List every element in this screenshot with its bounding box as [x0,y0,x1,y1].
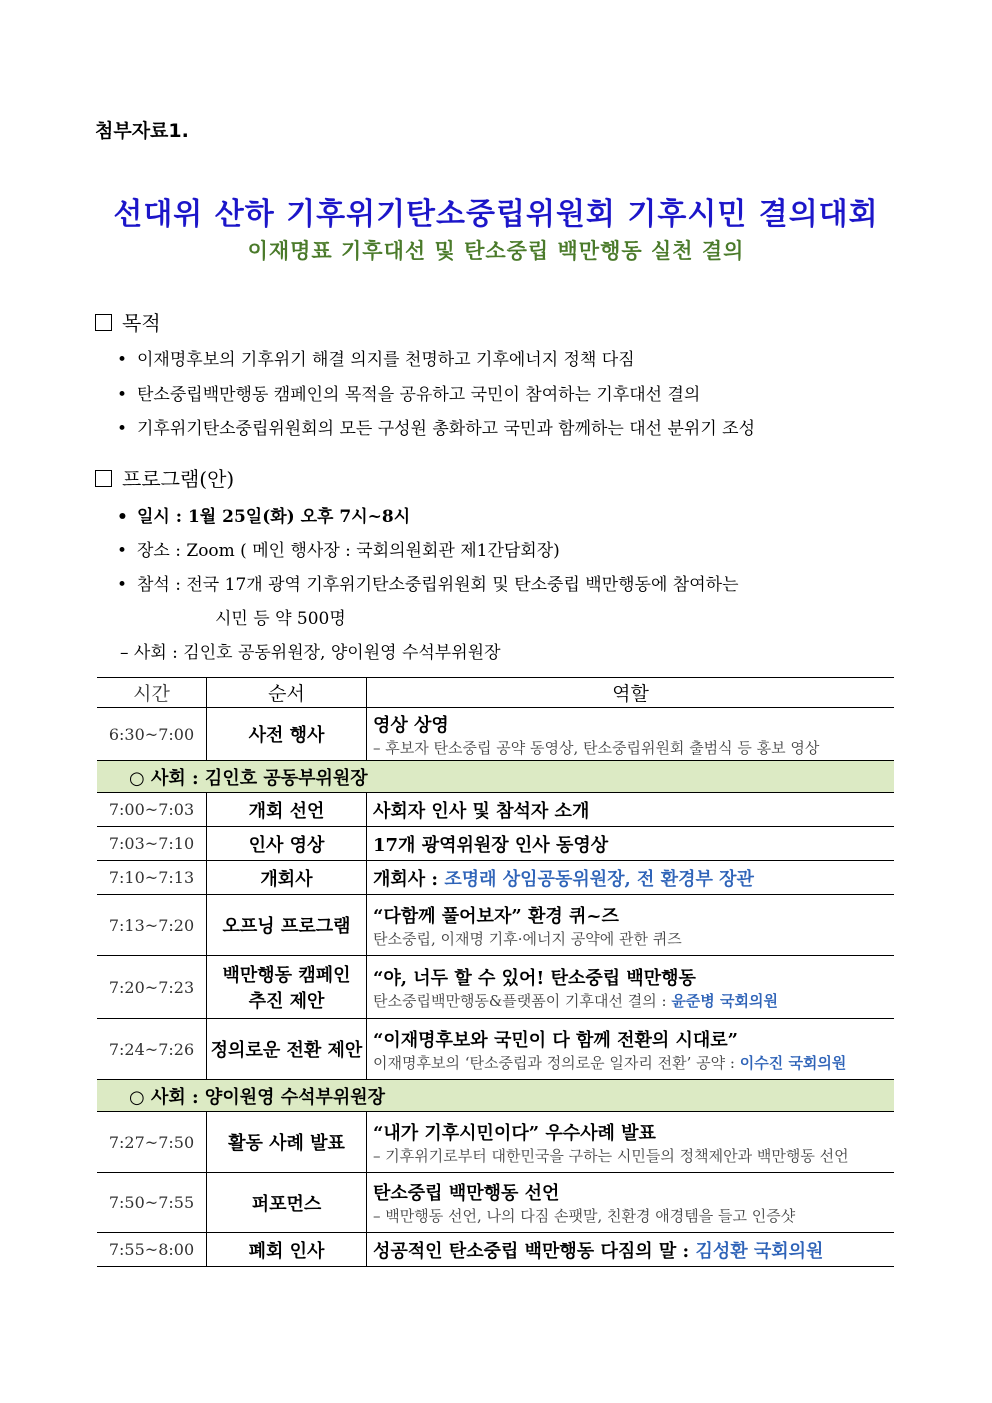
time-cell: 7:55~8:00 [97,1233,207,1267]
time-cell: 7:20~7:23 [97,956,207,1019]
role-cell [367,1112,895,1173]
person-name: 윤준병 국회의원 [671,991,778,1010]
document-subtitle: 이재명표 기후대선 및 탄소중립 백만행동 실천 결의 [247,239,745,263]
header-time: 시간 [97,678,207,708]
order-cell: 퍼포먼스 [207,1173,367,1233]
role-cell [367,861,895,895]
order-cell: 오프닝 프로그램 [207,895,367,956]
role-sub [373,990,894,1011]
bullet-icon: • [117,385,128,405]
time-cell: 6:30~7:00 [97,708,207,761]
program-date [117,502,410,527]
checkbox-icon [95,470,112,487]
role-main: 성공적인 탄소중립 백만행동 다짐의 말 : [373,1240,696,1262]
order-line: 백만행동 캠페인 [222,965,351,986]
role-main: “다함께 풀어보자” 환경 퀴~즈 [373,905,619,927]
bullet-icon: • [117,419,128,439]
bullet-icon: • [117,350,128,370]
role-cell [367,1019,895,1080]
role-sub-text: 탄소중립백만행동&플랫폼이 기후대선 결의 : [373,991,672,1010]
table-row [97,827,894,861]
role-sub: – 백만행동 선언, 나의 다짐 손팻말, 친환경 애경템을 들고 인증샷 [373,1207,796,1225]
time-cell: 7:50~7:55 [97,1173,207,1233]
order-cell: 정의로운 전환 제안 [207,1019,367,1080]
role-cell [367,1173,895,1233]
table-row [97,895,894,956]
document-title: 선대위 산하 기후위기탄소중립위원회 기후시민 결의대회 [113,197,879,232]
table-row [97,1233,894,1267]
table-row [97,793,894,827]
program-heading-label: 프로그램(안) [122,467,235,491]
table-row [97,861,894,895]
role-main: 17개 광역위원장 인사 동영상 [367,827,895,861]
table-row [97,1112,894,1173]
header-order: 순서 [207,678,367,708]
role-sub: – 후보자 탄소중립 공약 동영상, 탄소중립위원회 출범식 등 홍보 영상 [373,738,820,757]
time-cell: 7:03~7:10 [97,827,207,861]
role-sub: – 기후위기로부터 대한민국을 구하는 시민들의 정책제안과 백만행동 선언 [373,1146,849,1165]
table-header-row [97,678,894,708]
host-row [97,1080,894,1112]
time-cell: 7:00~7:03 [97,793,207,827]
table-row [97,708,894,761]
time-cell: 7:13~7:20 [97,895,207,956]
purpose-heading-label: 목적 [122,311,161,335]
time-cell: 7:27~7:50 [97,1112,207,1173]
host-label: ○ 사회 : 김인호 공동부위원장 [97,761,894,793]
person-name: 이수진 국회의원 [739,1053,847,1072]
role-sub-text: 이재명후보의 ‘탄소중립과 정의로운 일자리 전환’ 공약 : [373,1053,740,1072]
order-cell: 사전 행사 [207,708,367,761]
order-cell: 개회사 [207,861,367,895]
host-row [97,761,894,793]
role-main: “내가 기후시민이다” 우수사례 발표 [373,1122,656,1144]
program-attendees-continued: 시민 등 약 500명 [215,609,346,629]
role-cell [367,708,895,761]
role-main: 영상 상영 [373,714,449,736]
bullet-icon: • [117,541,128,561]
role-main: 사회자 인사 및 참석자 소개 [367,793,895,827]
purpose-item-text: 기후위기탄소중립위원회의 모든 구성원 총화하고 국민과 함께하는 대선 분위기 조성 [137,419,755,439]
person-name: 조명래 상임공동위원장, 전 환경부 장관 [444,868,754,890]
program-attendees-text: 참석 : 전국 17개 광역 기후위기탄소중립위원회 및 탄소중립 백만행동에 참여하는 [137,575,739,595]
role-cell [367,956,895,1019]
order-cell: 활동 사례 발표 [207,1112,367,1173]
role-main: 개회사 : [373,868,445,890]
table-row [97,1019,894,1080]
purpose-item-text: 이재명후보의 기후위기 해결 의지를 천명하고 기후에너지 정책 다짐 [137,350,635,370]
person-name: 김성환 국회의원 [695,1240,824,1262]
program-host: – 사회 : 김인호 공동위원장, 양이원영 수석부위원장 [120,643,501,663]
order-cell: 폐회 인사 [207,1233,367,1267]
attachment-label: 첨부자료1. [95,120,189,142]
purpose-item [117,414,755,439]
order-cell [207,956,367,1019]
role-cell [367,1233,895,1267]
bullet-icon: • [117,575,128,595]
header-role: 역할 [367,678,895,708]
role-main: “이재명후보와 국민이 다 함께 전환의 시대로” [373,1029,739,1051]
program-place-text: 장소 : Zoom ( 메인 행사장 : 국회의원회관 제1간담회장) [137,541,560,561]
order-cell: 인사 영상 [207,827,367,861]
checkbox-icon [95,314,112,331]
table-row [97,956,894,1019]
purpose-item [117,345,635,370]
purpose-heading [95,307,161,336]
order-cell: 개회 선언 [207,793,367,827]
role-sub: 탄소중립, 이재명 기후·에너지 공약에 관한 퀴즈 [373,929,682,948]
purpose-item [117,380,700,405]
table-row [97,1173,894,1233]
time-cell: 7:10~7:13 [97,861,207,895]
bullet-icon: • [117,507,128,527]
time-cell: 7:24~7:26 [97,1019,207,1080]
program-attendees [117,570,739,595]
order-line: 추진 제안 [248,991,325,1012]
program-date-text: 일시 : 1월 25일(화) 오후 7시~8시 [137,507,411,527]
role-main: 탄소중립 백만행동 선언 [373,1183,560,1204]
role-sub [373,1052,894,1073]
schedule-table [97,677,894,1267]
program-place [117,536,560,561]
host-label: ○ 사회 : 양이원영 수석부위원장 [97,1080,894,1112]
program-heading [95,463,234,492]
role-main: “야, 너두 할 수 있어! 탄소중립 백만행동 [373,967,696,989]
purpose-item-text: 탄소중립백만행동 캠페인의 목적을 공유하고 국민이 참여하는 기후대선 결의 [137,385,701,405]
role-cell [367,895,895,956]
